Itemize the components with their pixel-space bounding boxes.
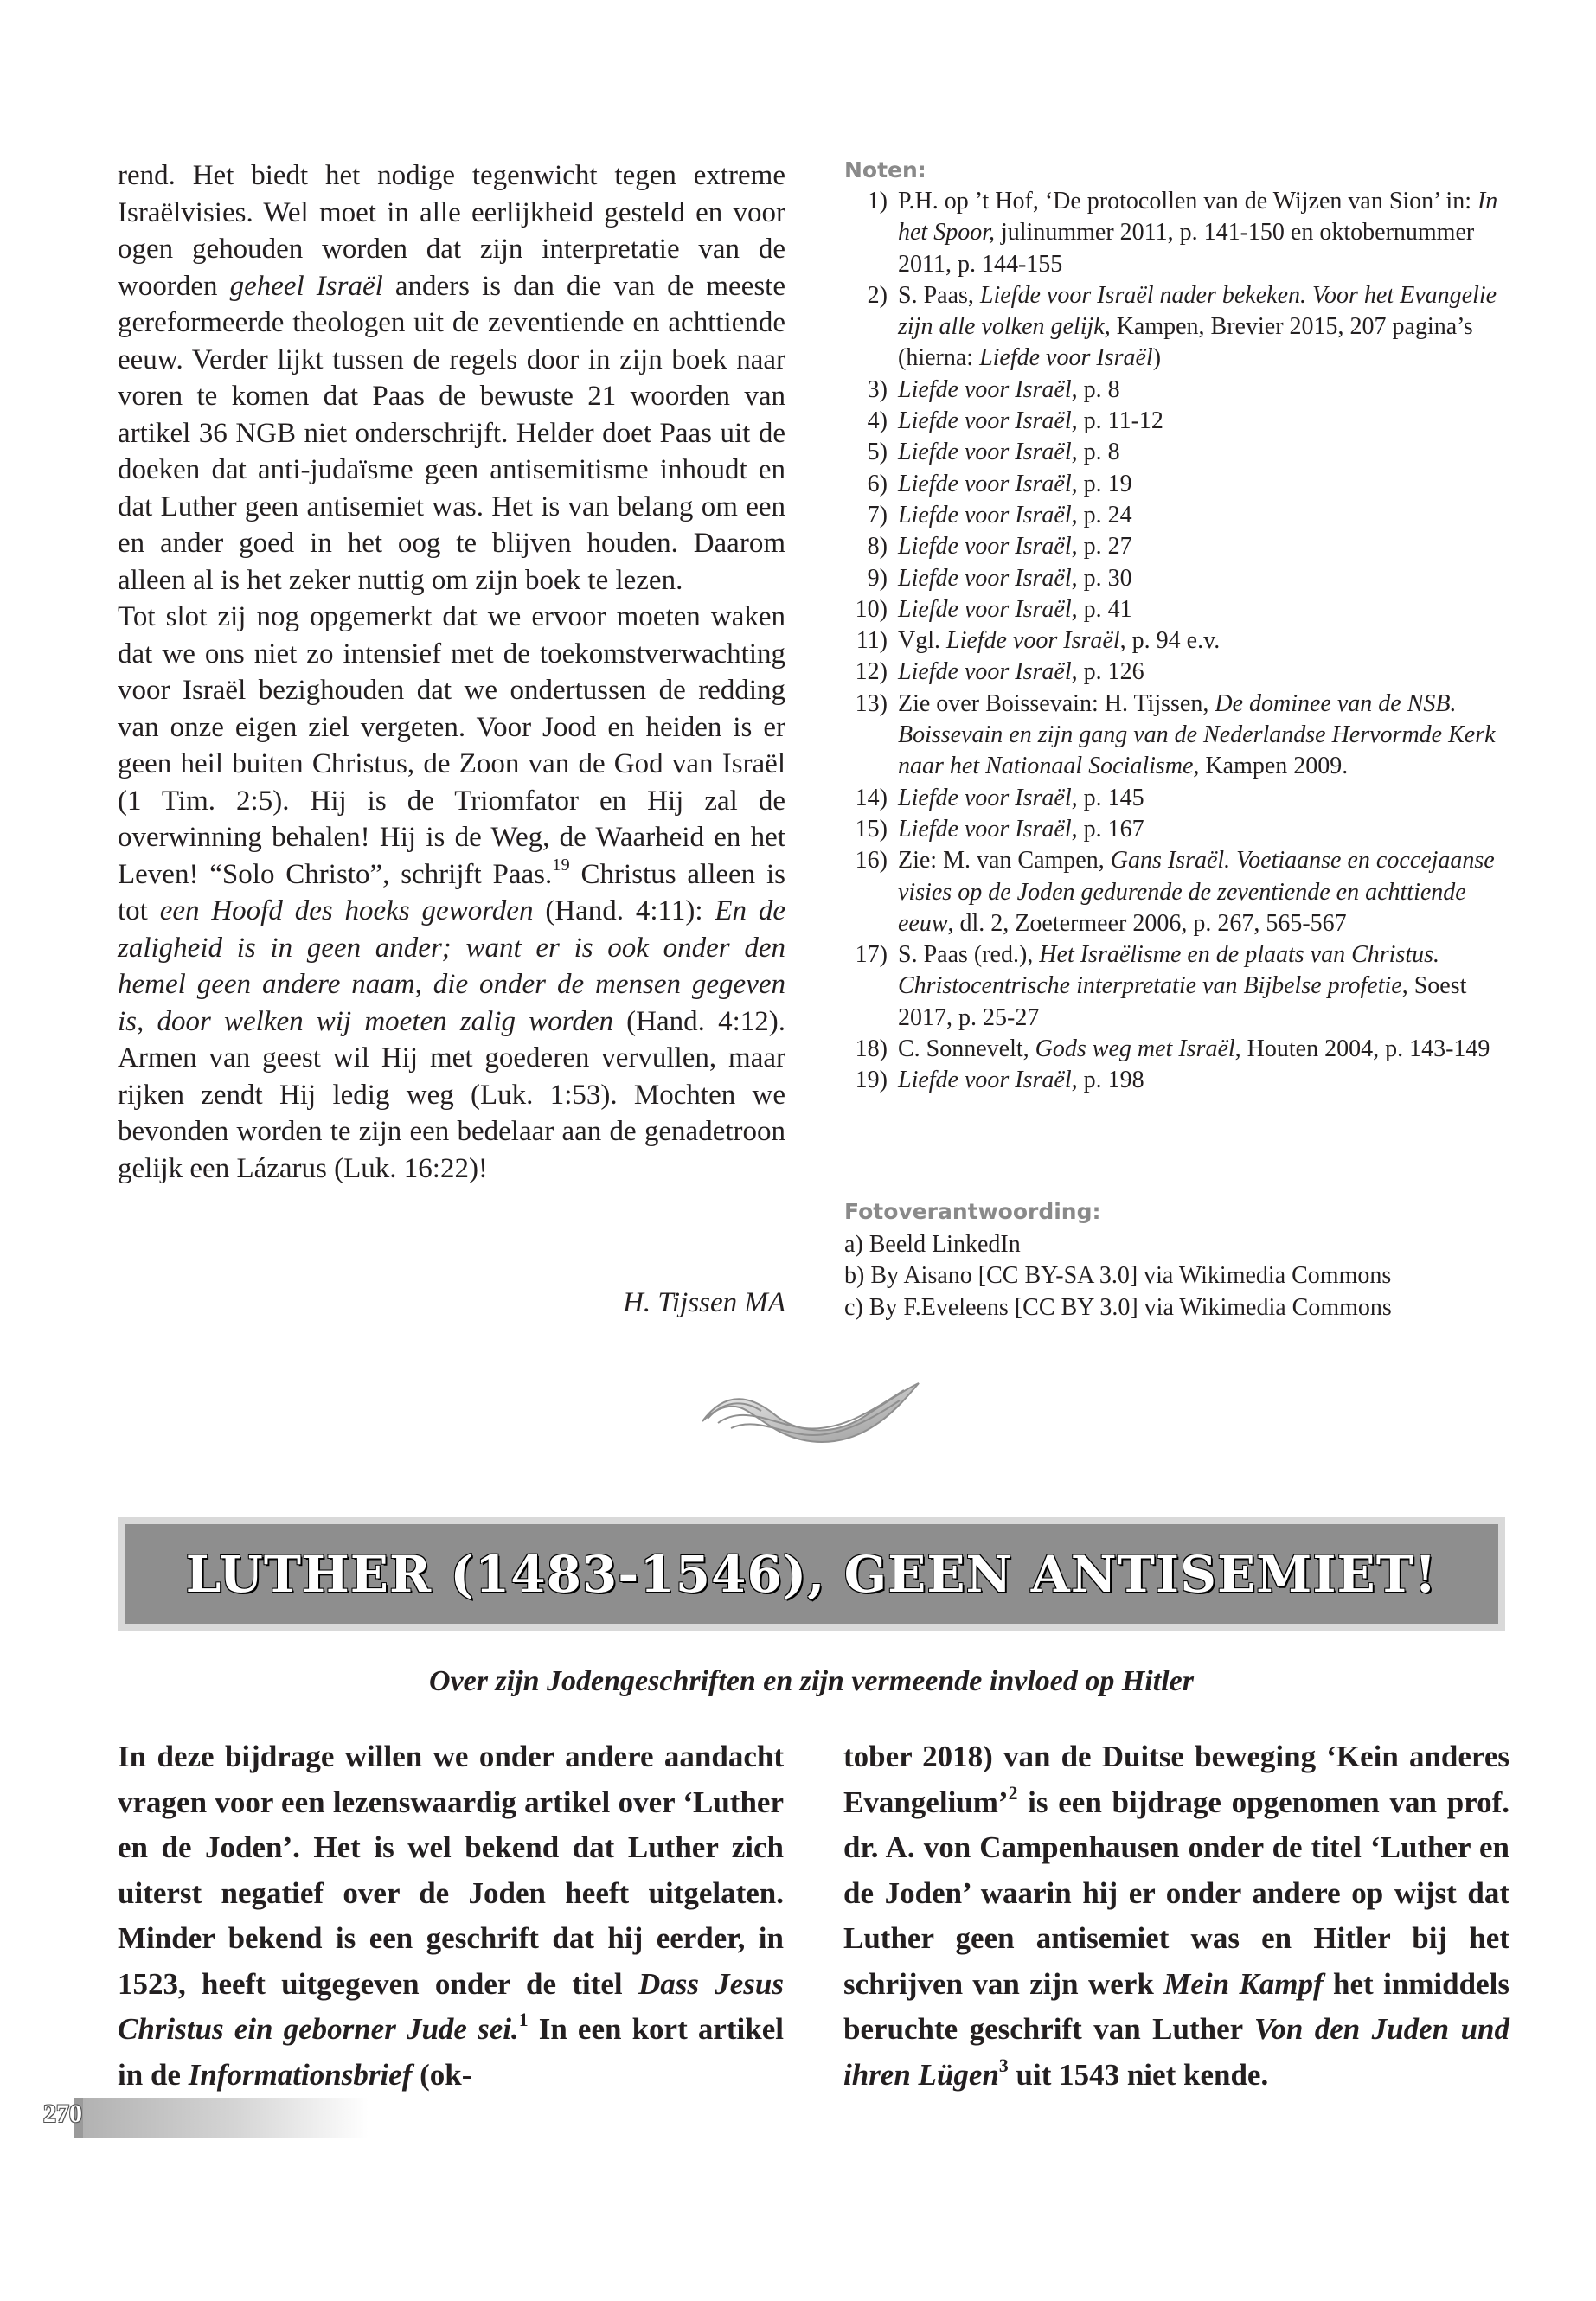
note-number: 1)	[867, 188, 888, 215]
photo-credits-heading: Fotoverantwoording:	[844, 1199, 1101, 1224]
note-item	[844, 500, 1510, 531]
note-number: 9)	[867, 564, 888, 592]
note-item	[844, 437, 1510, 468]
lead-column-left	[118, 1734, 784, 2098]
notes-section	[844, 157, 1510, 1097]
note-number: 7)	[867, 501, 888, 529]
note-item	[844, 657, 1510, 688]
note-text: Liefde voor Israël, p. 30	[898, 564, 1132, 592]
note-item	[844, 625, 1510, 657]
note-item	[844, 1065, 1510, 1096]
title-banner-inner	[125, 1524, 1498, 1624]
note-item	[844, 375, 1510, 406]
note-item	[844, 783, 1510, 814]
photo-credits	[844, 1198, 1510, 1324]
title-banner	[118, 1517, 1505, 1631]
notes-heading: Noten:	[844, 157, 926, 183]
photo-credit-item: b) By Aisano [CC BY-SA 3.0] via Wikimedia Commons	[844, 1262, 1392, 1290]
note-number: 10)	[855, 595, 888, 623]
swirl-ornament-icon	[692, 1371, 926, 1449]
note-text: Liefde voor Israël, p. 8	[898, 439, 1120, 466]
note-item	[844, 531, 1510, 562]
note-number: 14)	[855, 784, 888, 811]
note-text: Liefde voor Israël, p. 27	[898, 533, 1132, 561]
note-number: 8)	[867, 533, 888, 561]
photo-credit-item: a) Beeld LinkedIn	[844, 1231, 1021, 1258]
note-number: 16)	[855, 847, 888, 875]
body-paragraph: Tot slot zij nog opgemerkt dat we ervoor moeten waken dat we ons niet zo intensief met de toekomstverwachting voor Israël bezighouden dat we ondertussen de redding van onze eigen ziel vergeten. Voor Jood en heiden is er geen heil buiten Christus, de Zoon van de God van Israël (1 Tim. 2:5). Hij is de Triomfator en Hij zal de overwinning behalen! Hij is de Weg, de Waarheid en het Leven! “Solo Christo”, schrijft Paas.$^{19}$ Christus alleen is tot een Hoofd des hoeks geworden (Hand. 4:11): En de zaligheid is in geen ander; want er is ook onder den hemel geen andere naam, die onder de mensen gegeven is, door welken wij moeten zalig worden (Hand. 4:12). Armen van geest wil Hij met goederen vervullen, maar rijken zendt Hij ledig weg (Luk. 1:53). Mochten we bevonden worden te zijn een bedelaar aan de genadetroon gelijk een Lázarus (Luk. 16:22)!	[118, 601, 786, 1184]
note-number: 2)	[867, 281, 888, 309]
article-title: LUTHER (1483-1546), GEEN ANTISEMIET!	[185, 1544, 1438, 1604]
page-number: 270	[43, 2099, 82, 2128]
note-item	[844, 939, 1510, 1034]
note-text: Liefde voor Israël, p. 8	[898, 375, 1120, 403]
body-paragraph: rend. Het biedt het nodige tegenwicht tegen extreme Israëlvisies. Wel moet in alle eerlijkheid gesteld en voor ogen gehouden worden dat zijn interpretatie van de woorden geheel Israël anders is dan die van de meeste gereformeerde theologen uit de zeventiende en achttiende eeuw. Verder lijkt tussen de regels door in zijn boek naar voren te komen dat Paas de bewuste 21 woorden van artikel 36 NGB niet onderschrijft. Helder doet Paas uit de doeken dat anti-judaïsme geen antisemitisme inhoudt en dat Luther geen antisemiet was. Het is van belang om een en ander goed in het oog te blijven houden. Daarom alleen al is het zeker nuttig om zijn boek te lezen.	[118, 160, 785, 596]
note-text: S. Paas, Liefde voor Israël nader bekeken. Voor het Evangelie zijn alle volken gelijk, Kampen, Brevier 2015, 207 pagina’s (hierna: Liefde voor Israël)	[898, 281, 1497, 372]
note-text: Zie over Boissevain: H. Tijssen, De dominee van de NSB. Boissevain en zijn gang van de Nederlandse Hervormde Kerk naar het Nationaal Socialisme, Kampen 2009.	[898, 689, 1496, 780]
author-signature: H. Tijssen MA	[623, 1287, 785, 1318]
note-number: 11)	[856, 627, 888, 655]
note-number: 13)	[855, 689, 888, 717]
note-number: 17)	[855, 941, 888, 969]
note-number: 19)	[855, 1067, 888, 1094]
note-item	[844, 186, 1510, 280]
note-text: Liefde voor Israël, p. 19	[898, 470, 1132, 497]
note-number: 18)	[855, 1035, 888, 1063]
article-subtitle: Over zijn Jodengeschriften en zijn vermeende invloed op Hitler	[429, 1665, 1194, 1697]
note-number: 4)	[867, 407, 888, 435]
note-number: 3)	[867, 375, 888, 403]
page-number-tab	[74, 2098, 369, 2138]
note-item	[844, 280, 1510, 375]
notes-list	[844, 186, 1510, 1097]
note-text: Liefde voor Israël, p. 126	[898, 658, 1144, 686]
note-text: Liefde voor Israël, p. 11-12	[898, 407, 1163, 435]
note-text: Vgl. Liefde voor Israël, p. 94 e.v.	[898, 627, 1221, 655]
note-text: Liefde voor Israël, p. 41	[898, 595, 1132, 623]
left-column	[118, 157, 785, 1187]
photo-credit-item: c) By F.Eveleens [CC BY 3.0] via Wikimedia Commons	[844, 1293, 1392, 1321]
lead-paragraph: tober 2018) van de Duitse beweging ‘Kein anderes Evangelium’$^2$ is een bijdrage opgenomen van prof. dr. A. von Campenhausen onder de titel ‘Luther en de Joden’ waarin hij er onder andere op wijst dat Luther geen antisemiet was en Hitler bij het schrijven van zijn werk Mein Kampf het inmiddels beruchte geschrift van Luther Von den Juden und ihren Lügen$^3$ uit 1543 niet kende.	[843, 1740, 1510, 2092]
note-item	[844, 1034, 1510, 1065]
note-text: Liefde voor Israël, p. 167	[898, 815, 1144, 843]
note-number: 12)	[855, 658, 888, 686]
note-item	[844, 469, 1510, 500]
note-text: S. Paas (red.), Het Israëlisme en de plaats van Christus. Christocentrische interpretatie van Bijbelse profetie, Soest 2017, p. 25-27	[898, 941, 1467, 1031]
note-text: Liefde voor Israël, p. 198	[898, 1067, 1144, 1094]
note-text: C. Sonnevelt, Gods weg met Israël, Houten 2004, p. 143-149	[898, 1035, 1490, 1063]
note-text: Liefde voor Israël, p. 24	[898, 501, 1132, 529]
note-item	[844, 689, 1510, 783]
lead-paragraph: In deze bijdrage willen we onder andere aandacht vragen voor een lezenswaardig artikel over ‘Luther en de Joden’. Het is wel bekend dat Luther zich uiterst negatief over de Joden heeft uitgelaten. Minder bekend is een geschrift dat hij eerder, in 1523, heeft uitgegeven onder de titel Dass Jesus Christus ein geborner Jude sei.$^1$ In een kort artikel in de Informationsbrief (ok-	[118, 1740, 785, 2092]
note-number: 15)	[855, 815, 888, 843]
note-number: 6)	[867, 470, 888, 497]
lead-column-right	[843, 1734, 1509, 2098]
note-item	[844, 845, 1510, 939]
note-item	[844, 406, 1510, 437]
note-number: 5)	[867, 439, 888, 466]
note-item	[844, 594, 1510, 625]
note-text: Liefde voor Israël, p. 145	[898, 784, 1144, 811]
note-text: Zie: M. van Campen, Gans Israël. Voetiaanse en coccejaanse visies op de Joden gedurende de zeventiende en achttiende eeuw, dl. 2, Zoetermeer 2006, p. 267, 565-567	[898, 847, 1495, 937]
note-item	[844, 814, 1510, 845]
note-item	[844, 563, 1510, 594]
note-text: P.H. op ’t Hof, ‘De protocollen van de Wijzen van Sion’ in: In het Spoor, julinummer 2011, p. 141-150 en oktobernummer 2011, p. 144-155	[898, 188, 1498, 278]
